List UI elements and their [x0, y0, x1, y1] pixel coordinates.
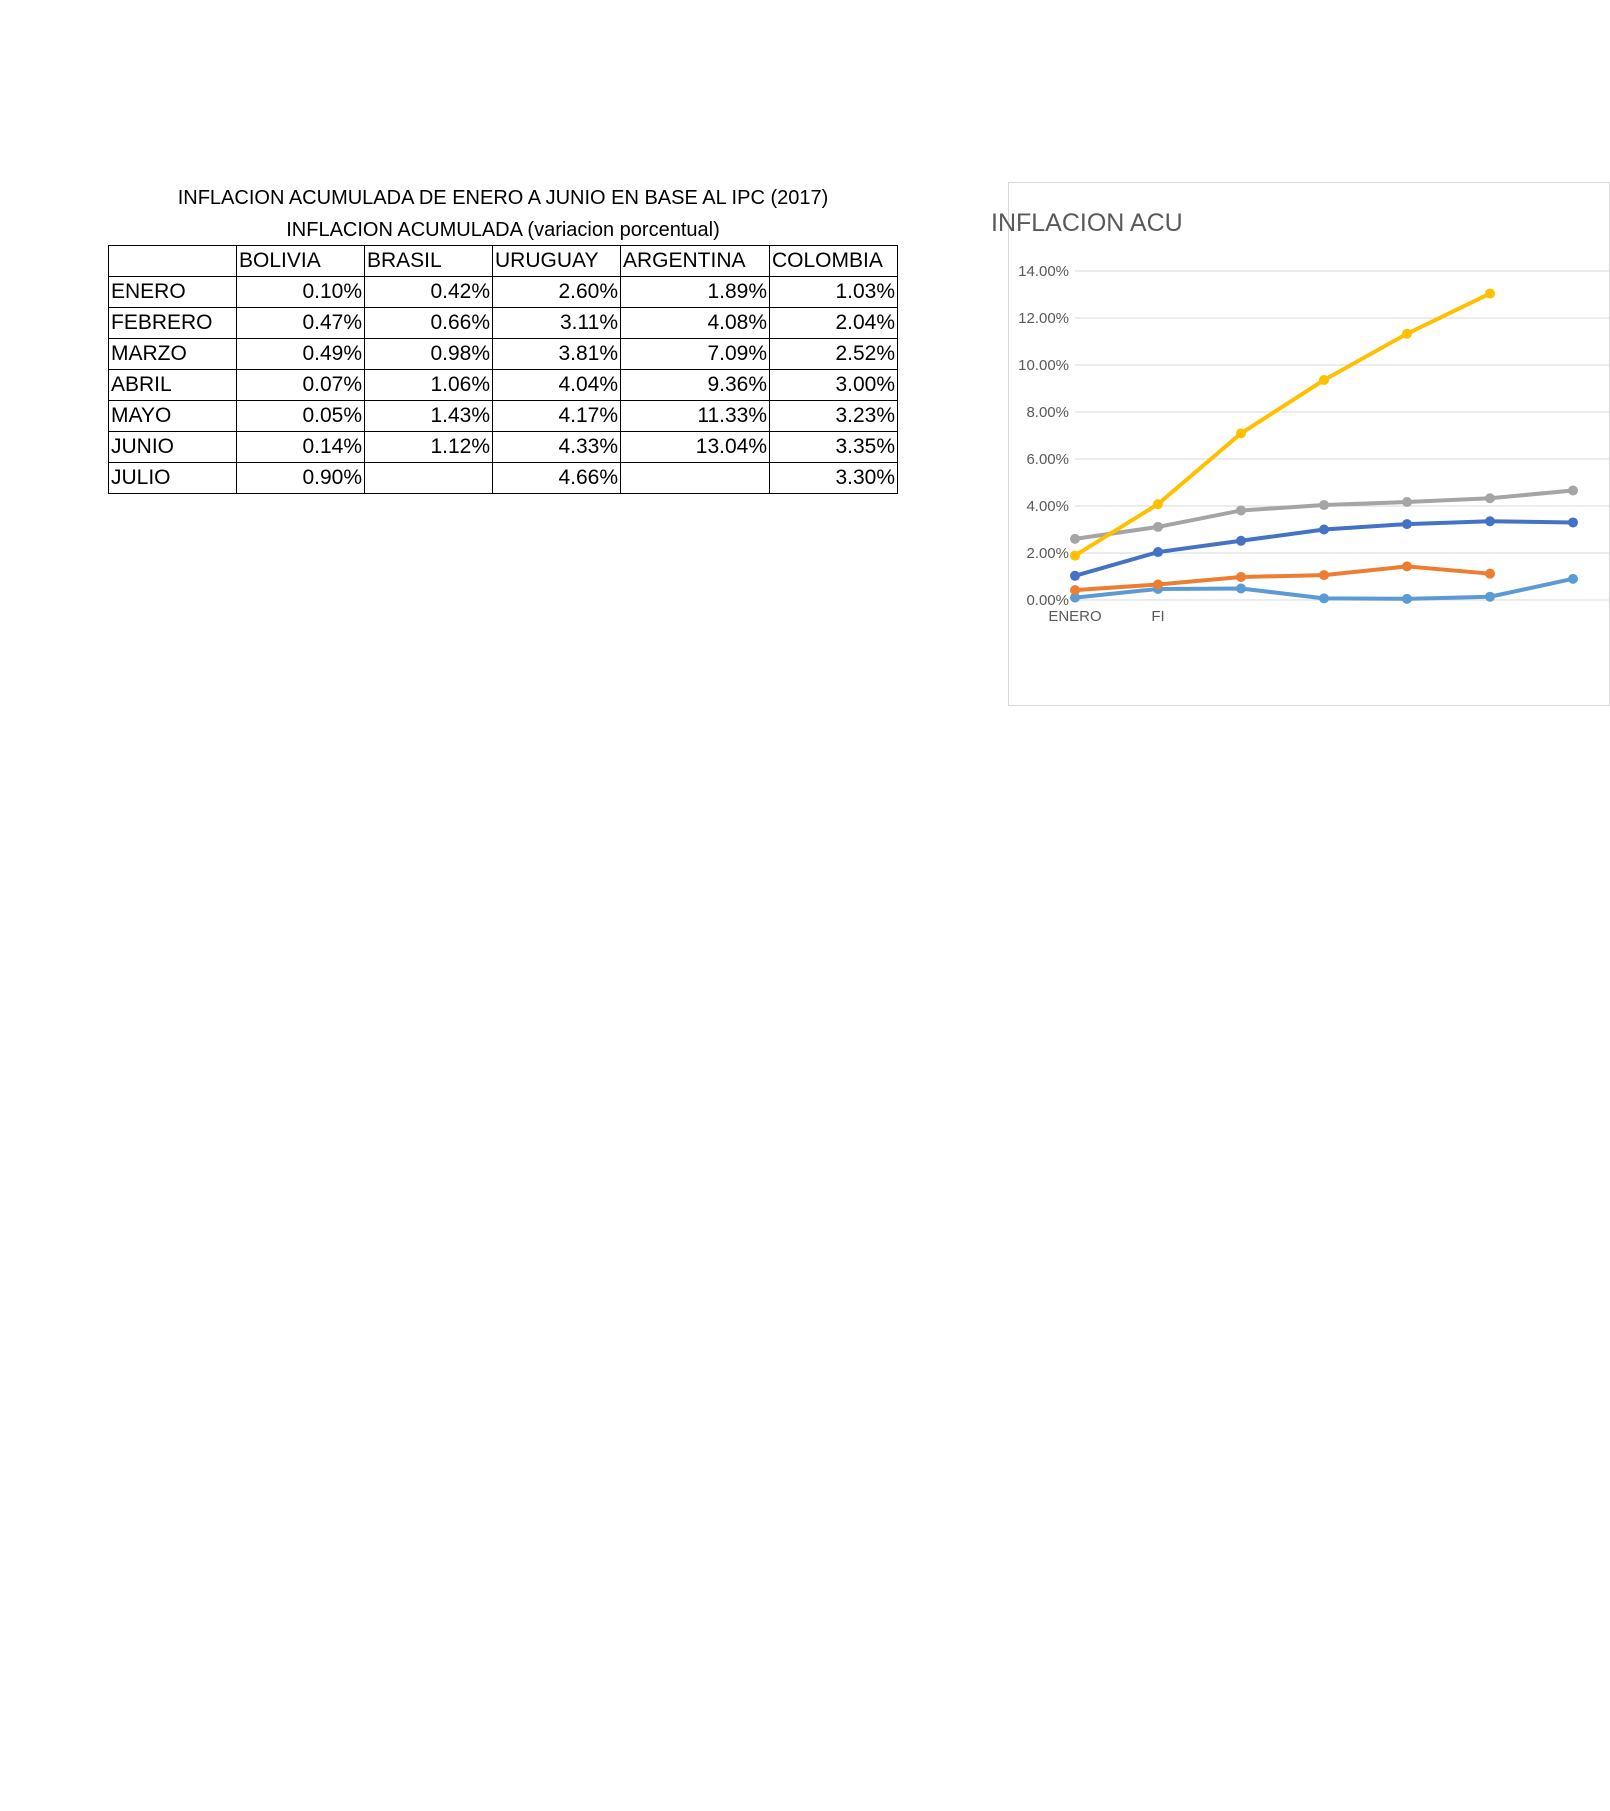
data-point-colombia [1236, 536, 1246, 546]
table-cell[interactable]: 3.11% [493, 308, 621, 339]
data-point-colombia [1568, 517, 1578, 527]
table-row [109, 339, 898, 370]
series-line-brasil [1075, 566, 1490, 590]
table-row [109, 277, 898, 308]
table-cell[interactable]: 0.42% [365, 277, 493, 308]
data-point-uruguay [1485, 493, 1495, 503]
table-row [109, 308, 898, 339]
data-point-brasil [1402, 561, 1412, 571]
table-cell[interactable]: 0.07% [237, 370, 365, 401]
table-cell[interactable]: 3.81% [493, 339, 621, 370]
table-cell[interactable] [621, 463, 770, 494]
row-label[interactable]: MARZO [109, 339, 237, 370]
header-uruguay[interactable]: URUGUAY [493, 246, 621, 277]
table-cell[interactable]: 4.33% [493, 432, 621, 463]
row-label[interactable]: JUNIO [109, 432, 237, 463]
table-cell[interactable]: 1.12% [365, 432, 493, 463]
table-cell[interactable]: 0.90% [237, 463, 365, 494]
data-point-brasil [1319, 570, 1329, 580]
table-cell[interactable]: 9.36% [621, 370, 770, 401]
table-cell[interactable]: 0.47% [237, 308, 365, 339]
data-point-argentina [1236, 428, 1246, 438]
header-brasil[interactable]: BRASIL [365, 246, 493, 277]
table-cell[interactable]: 2.04% [770, 308, 898, 339]
table-cell[interactable]: 4.66% [493, 463, 621, 494]
y-tick-label: 6.00% [1026, 451, 1069, 468]
table-cell[interactable]: 3.35% [770, 432, 898, 463]
table-cell[interactable]: 0.66% [365, 308, 493, 339]
table-cell[interactable]: 0.14% [237, 432, 365, 463]
data-point-colombia [1485, 516, 1495, 526]
table-cell[interactable]: 1.06% [365, 370, 493, 401]
table-cell[interactable]: 1.89% [621, 277, 770, 308]
data-point-argentina [1153, 499, 1163, 509]
table-header-row [109, 246, 898, 277]
table-cell[interactable]: 2.52% [770, 339, 898, 370]
row-label[interactable]: ENERO [109, 277, 237, 308]
data-point-uruguay [1070, 534, 1080, 544]
data-point-bolivia [1485, 592, 1495, 602]
data-point-uruguay [1568, 485, 1578, 495]
data-point-colombia [1070, 571, 1080, 581]
chart-viewport [991, 182, 1183, 706]
table-title: INFLACION ACUMULADA DE ENERO A JUNIO EN BASE AL IPC (2017) [177, 187, 829, 209]
y-tick-label: 12.00% [1018, 310, 1069, 327]
table-subtitle: INFLACION ACUMULADA (variacion porcentual) [286, 219, 720, 241]
table-row [109, 432, 898, 463]
data-point-uruguay [1153, 522, 1163, 532]
header-argentina[interactable]: ARGENTINA [621, 246, 770, 277]
table-cell[interactable]: 13.04% [621, 432, 770, 463]
table-cell[interactable]: 1.03% [770, 277, 898, 308]
data-point-argentina [1485, 289, 1495, 299]
data-point-brasil [1236, 572, 1246, 582]
table-cell[interactable]: 4.08% [621, 308, 770, 339]
data-point-argentina [1402, 329, 1412, 339]
data-point-argentina [1070, 551, 1080, 561]
table-cell[interactable]: 0.10% [237, 277, 365, 308]
header-colombia[interactable]: COLOMBIA [770, 246, 898, 277]
row-label[interactable]: MAYO [109, 401, 237, 432]
data-point-colombia [1319, 525, 1329, 535]
table-cell[interactable]: 4.17% [493, 401, 621, 432]
row-label[interactable]: ABRIL [109, 370, 237, 401]
table-cell[interactable]: 1.43% [365, 401, 493, 432]
y-tick-label: 2.00% [1026, 545, 1069, 562]
inflation-table [108, 245, 898, 494]
table-cell[interactable]: 3.23% [770, 401, 898, 432]
chart-area[interactable] [991, 182, 1610, 706]
table-cell[interactable]: 3.00% [770, 370, 898, 401]
data-point-brasil [1485, 569, 1495, 579]
table-cell[interactable]: 7.09% [621, 339, 770, 370]
data-point-bolivia [1402, 594, 1412, 604]
data-point-colombia [1402, 519, 1412, 529]
data-point-bolivia [1319, 593, 1329, 603]
table-cell[interactable]: 3.30% [770, 463, 898, 494]
table-row [109, 370, 898, 401]
y-tick-label: 10.00% [1018, 357, 1069, 374]
data-point-colombia [1153, 547, 1163, 557]
data-point-uruguay [1402, 497, 1412, 507]
table-cell[interactable]: 0.05% [237, 401, 365, 432]
y-tick-label: 4.00% [1026, 498, 1069, 515]
data-point-bolivia [1236, 583, 1246, 593]
table-row [109, 463, 898, 494]
x-tick-label: FI [1151, 608, 1165, 625]
table-cell[interactable] [365, 463, 493, 494]
row-label[interactable]: JULIO [109, 463, 237, 494]
series-line-argentina [1075, 294, 1490, 556]
table-cell[interactable]: 0.49% [237, 339, 365, 370]
header-bolivia[interactable]: BOLIVIA [237, 246, 365, 277]
table-cell[interactable]: 11.33% [621, 401, 770, 432]
y-tick-label: 14.00% [1018, 263, 1069, 280]
table-cell[interactable]: 0.98% [365, 339, 493, 370]
chart-title: INFLACION ACU [991, 209, 1183, 237]
row-label[interactable]: FEBRERO [109, 308, 237, 339]
line-chart [1009, 183, 1609, 705]
y-tick-label: 0.00% [1026, 592, 1069, 609]
table-row [109, 401, 898, 432]
data-point-uruguay [1319, 500, 1329, 510]
table-cell[interactable]: 4.04% [493, 370, 621, 401]
data-point-uruguay [1236, 505, 1246, 515]
data-point-brasil [1153, 579, 1163, 589]
data-point-brasil [1070, 585, 1080, 595]
x-tick-label: ENERO [1048, 608, 1102, 625]
header-corner-cell[interactable] [109, 246, 237, 277]
table-cell[interactable]: 2.60% [493, 277, 621, 308]
data-point-bolivia [1568, 574, 1578, 584]
data-point-argentina [1319, 375, 1329, 385]
y-tick-label: 8.00% [1026, 404, 1069, 421]
